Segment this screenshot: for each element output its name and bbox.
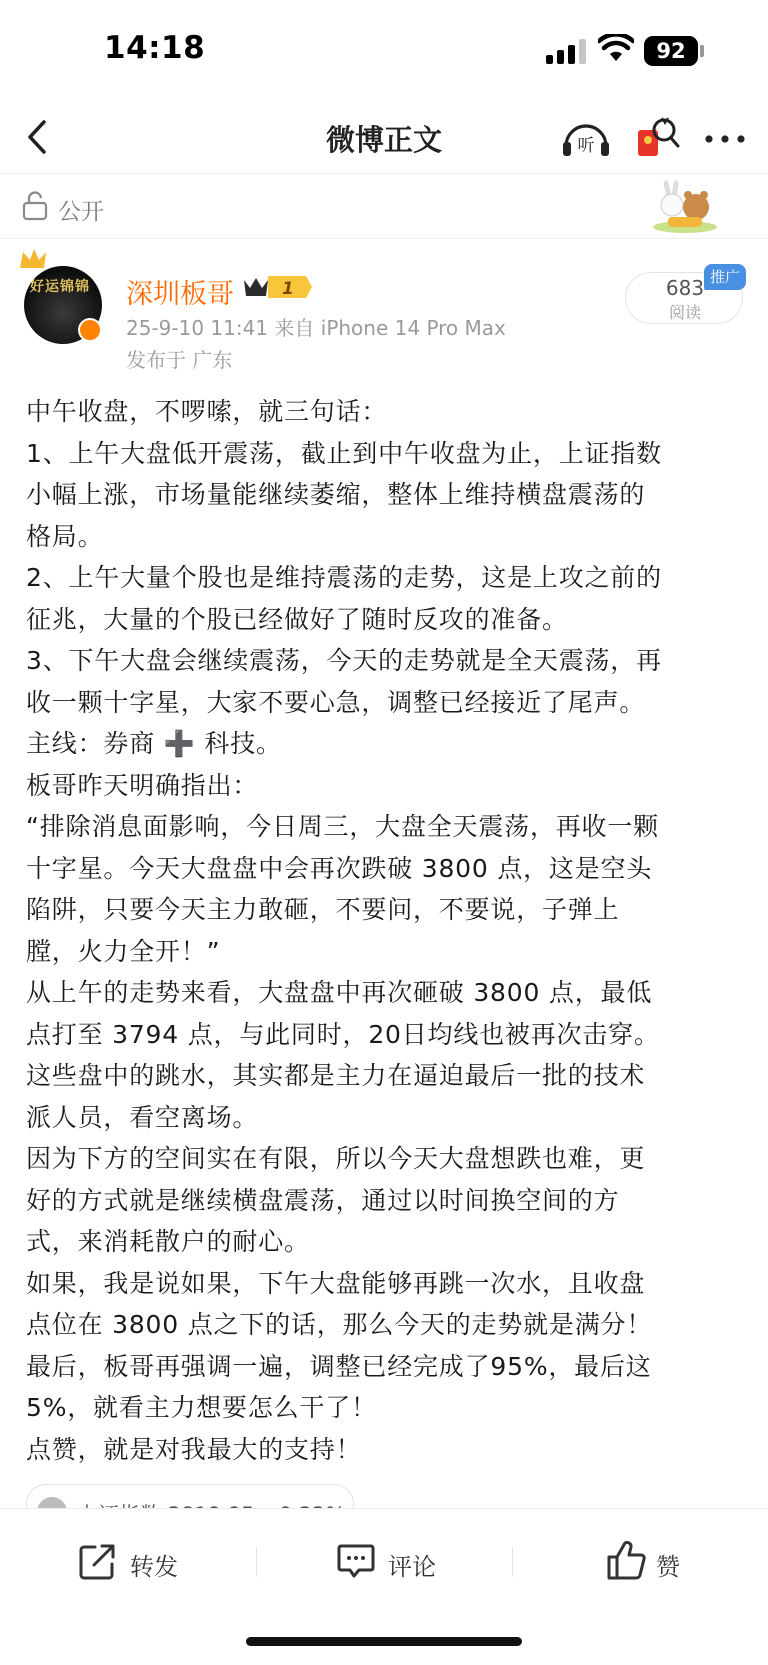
repost-icon bbox=[78, 1541, 118, 1581]
post-line: 3、下午大盘会继续震荡，今天的走势就是全天震荡，再 bbox=[26, 646, 662, 675]
unlock-icon bbox=[22, 191, 48, 221]
post-line: 膛，火力全开！” bbox=[26, 936, 221, 966]
post-line: 好的方式就是继续横盘震荡，通过以时间换空间的方 bbox=[26, 1185, 620, 1215]
post-line: 因为下方的空间实在有限，所以今天大盘想跌也难，更 bbox=[26, 1144, 646, 1173]
post-line: 派人员，看空离场。 bbox=[26, 1102, 259, 1132]
post-line: 十字星。今天大盘盘中会再次跌破 3800 点，这是空头 bbox=[26, 853, 653, 883]
more-options-icon[interactable] bbox=[700, 114, 750, 160]
repost-button[interactable] bbox=[78, 1539, 208, 1585]
nav-bar bbox=[0, 100, 768, 174]
wifi-icon bbox=[598, 34, 634, 64]
post-line: 征兆，大量的个股已经做好了随时反攻的准备。 bbox=[26, 604, 568, 634]
post-line: 1、上午大盘低开震荡，截止到中午收盘为止，上证指数 bbox=[26, 438, 662, 468]
verified-badge-icon bbox=[78, 318, 102, 342]
rabbit-decoration-icon bbox=[650, 177, 720, 235]
like-label: 赞 bbox=[656, 1553, 680, 1581]
post-line: 小幅上涨，市场量能继续萎缩，整体上维持横盘震荡的 bbox=[26, 480, 646, 509]
post-line: 板哥昨天明确指出： bbox=[26, 770, 259, 800]
vip-level: 1 bbox=[282, 279, 294, 299]
status-time: 14:18 bbox=[104, 30, 206, 66]
post-line: 式，来消耗散户的耐心。 bbox=[26, 1227, 310, 1256]
avatar-text: 好运锦锦 bbox=[30, 279, 90, 295]
like-button[interactable] bbox=[606, 1539, 706, 1585]
post-line: 主线：券商 ➕ 科技。 bbox=[26, 729, 282, 758]
listen-label: 听 bbox=[577, 136, 595, 156]
post-line: 中午收盘，不啰嗦，就三句话： bbox=[26, 397, 388, 426]
author-name[interactable]: 深圳板哥 bbox=[126, 279, 234, 310]
post-line: “排除消息面影响，今日周三，大盘全天震荡，再收一颗 bbox=[26, 812, 659, 841]
visibility-bar bbox=[0, 175, 768, 239]
post-line: 这些盘中的跳水，其实都是主力在逼迫最后一批的技术 bbox=[26, 1061, 646, 1090]
read-count: 683 bbox=[665, 276, 705, 300]
comment-label: 评论 bbox=[388, 1553, 436, 1581]
battery-tip bbox=[700, 45, 704, 57]
promo-button[interactable]: 推广 bbox=[704, 264, 746, 290]
red-packet-icon[interactable] bbox=[634, 114, 680, 160]
listen-button[interactable] bbox=[560, 114, 612, 160]
repost-label: 转发 bbox=[130, 1553, 178, 1581]
post-line: 点位在 3800 点之下的话，那么今天的走势就是满分！ bbox=[26, 1310, 653, 1339]
post-line: 格局。 bbox=[26, 521, 104, 551]
comment-button[interactable] bbox=[336, 1539, 466, 1585]
post-meta: 25-9-10 11:41 来自 iPhone 14 Pro Max bbox=[126, 316, 506, 340]
action-divider bbox=[256, 1547, 257, 1577]
comment-icon bbox=[336, 1541, 376, 1581]
post-line: 2、上午大量个股也是维持震荡的走势，这是上攻之前的 bbox=[26, 563, 662, 592]
post-body bbox=[26, 391, 746, 1470]
battery-indicator: 92 bbox=[644, 36, 698, 66]
post-line: 点打至 3794 点，与此同时，20日均线也被再次击穿。 bbox=[26, 1019, 660, 1049]
thumbs-up-icon bbox=[606, 1539, 646, 1581]
post-line: 5%，就看主力想要怎么干了！ bbox=[26, 1393, 377, 1422]
post-line: 如果，我是说如果，下午大盘能够再跳一次水，且收盘 bbox=[26, 1268, 646, 1298]
status-bar bbox=[0, 0, 768, 100]
crown-icon bbox=[18, 246, 48, 272]
home-indicator bbox=[246, 1637, 522, 1646]
post-line: 收一颗十字星，大家不要心急，调整已经接近了尾声。 bbox=[26, 687, 646, 717]
post-line: 陷阱，只要今天主力敢砸，不要问，不要说，子弹上 bbox=[26, 895, 620, 924]
post-line: 最后，板哥再强调一遍，调整已经完成了95%，最后这 bbox=[26, 1351, 652, 1381]
vip-level-badge-icon[interactable] bbox=[240, 272, 312, 302]
post-line: 从上午的走势来看，大盘盘中再次砸破 3800 点，最低 bbox=[26, 978, 653, 1007]
cellular-signal-icon bbox=[546, 38, 588, 64]
page-title: 微博正文 bbox=[325, 123, 442, 157]
post-line: 点赞，就是对我最大的支持！ bbox=[26, 1434, 362, 1464]
post-location: 发布于 广东 bbox=[126, 348, 233, 372]
visibility-label: 公开 bbox=[58, 199, 104, 225]
action-divider bbox=[512, 1547, 513, 1577]
read-label: 阅读 bbox=[668, 303, 701, 322]
